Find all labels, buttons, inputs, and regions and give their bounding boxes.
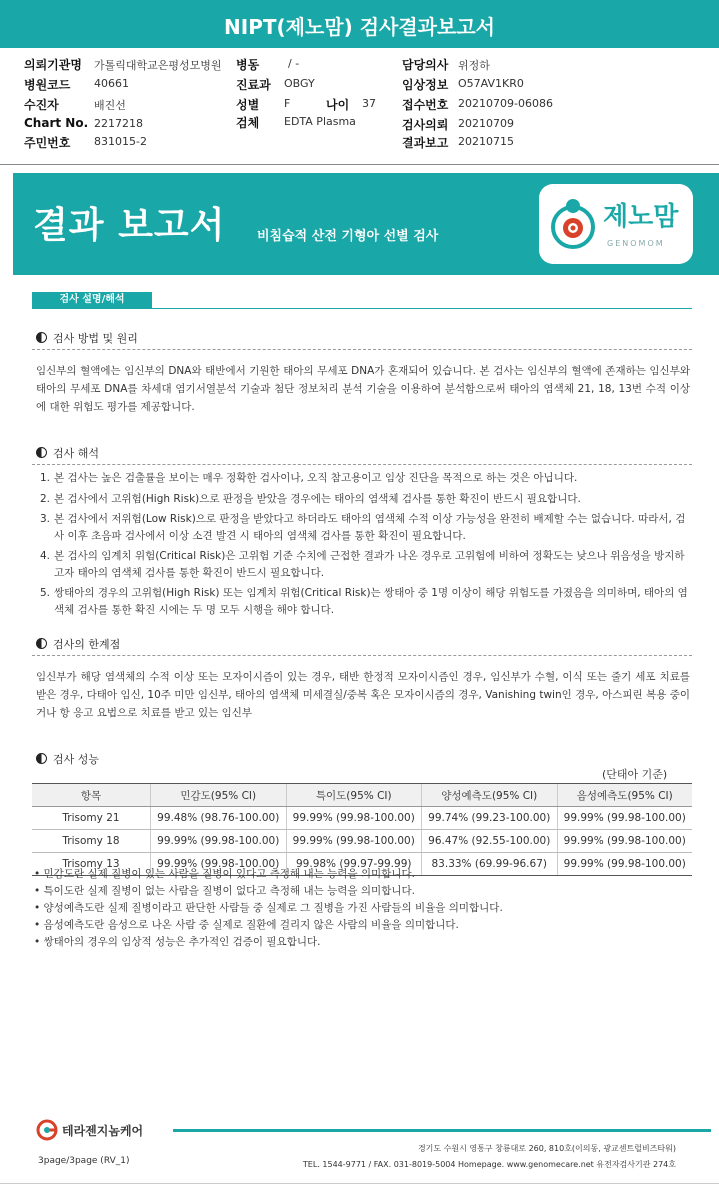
resident-no-label: 주민번호 xyxy=(24,136,71,150)
ward-value: / - xyxy=(288,57,300,70)
list-item-number: 3. xyxy=(40,513,51,525)
sex-label: 성별 xyxy=(236,98,260,112)
request-date-label: 검사의뢰 xyxy=(402,118,449,132)
doctor-value: 위정하 xyxy=(458,59,490,72)
table-header-row xyxy=(32,784,692,807)
divider xyxy=(32,308,692,309)
divider xyxy=(32,655,692,657)
hero-subtitle: 비침습적 산전 기형아 선별 검사 xyxy=(257,229,439,244)
note-item: • 쌍태아의 경우의 임상적 성능은 추가적인 검증이 필요합니다. xyxy=(34,936,321,948)
table-cell: 99.48% (98.76-100.00) xyxy=(151,807,287,830)
logo-text-ko: 제노맘 xyxy=(603,202,679,232)
company-logo xyxy=(36,1119,176,1143)
footer-rule xyxy=(173,1129,711,1132)
performance-heading xyxy=(36,751,99,767)
divider xyxy=(32,349,692,351)
company-logo-icon xyxy=(36,1119,58,1141)
table-cell: 99.99% (99.98-100.00) xyxy=(557,830,692,853)
list-item-text: 본 검사에서 고위험(High Risk)으로 판정을 받았을 경우에는 태아의 염색체 검사를 통한 확진이 반드시 필요합니다. xyxy=(54,492,581,505)
table-cell: Trisomy 21 xyxy=(32,807,151,830)
method-text: 임신부의 혈액에는 임신부의 DNA와 태반에서 기원한 태아의 무세포 DNA가 혼재되어 있습니다. 본 검사는 임신부의 혈액에 존재하는 임신부와 태아의 무세포 DNA를 차세대 염기서열분석 기술과 첨단 정보처리 분석 기술을 이용하여 분석함으로써 태아의 염색체 21, 18, 13번 수적 이상에 대한 위험도 평가를 제공합니다. xyxy=(36,365,690,413)
table-cell: 99.99% (99.98-100.00) xyxy=(286,830,422,853)
column-header: 양성예측도(95% CI) xyxy=(422,784,558,807)
clinical-info-label: 임상정보 xyxy=(402,78,449,92)
patient-info-block xyxy=(0,50,719,166)
list-item xyxy=(40,511,690,544)
limits-text: 임신부가 해당 염색체의 수적 이상 또는 모자이시즘이 있는 경우, 태반 한정적 모자이시즘인 경우, 임신부가 수혈, 이식 또는 줄기 세포 치료를 받은 경우, 다태아 임신, 10주 미만 임신부, 태아의 염색체 미세결실/중복 혹은 모자이시즘의 경우, Vanishing twin인 경우, 아스피린 복용 중이거나 항 응고 요법으로 치료를 받고 있는 임신부 xyxy=(36,671,690,719)
interpretation-heading-text: 검사 해석 xyxy=(53,447,100,460)
limits-heading xyxy=(36,636,120,652)
sex-value: F xyxy=(284,97,291,110)
list-item-text: 본 검사는 높은 검출률을 보이는 매우 정확한 검사이나, 오직 참고용이고 임상 진단을 목적으로 하는 것은 아닙니다. xyxy=(54,472,578,484)
list-item-text: 본 검사에서 저위험(Low Risk)으로 판정을 받았다고 하더라도 태아의 염색체 수적 이상 가능성을 완전히 배제할 수는 없습니다. 따라서, 검사 이후 초음파 검사에서 이상 소견 발견 시 태아의 염색체 검사를 통한 확진이 필요합니다. xyxy=(54,513,686,542)
hospital-code-label: 병원코드 xyxy=(24,78,71,92)
section-tab: 검사 설명/해석 xyxy=(32,292,152,308)
table-cell: 99.99% (99.98-100.00) xyxy=(557,807,692,830)
performance-notes xyxy=(34,866,503,951)
table-cell: 99.99% (99.98-100.00) xyxy=(557,853,692,876)
receipt-no-label: 접수번호 xyxy=(402,98,449,112)
genomom-logo-icon xyxy=(549,197,597,249)
clinical-info-value: O57AV1KR0 xyxy=(458,77,524,90)
list-item xyxy=(40,585,690,618)
report-date-value: 20210715 xyxy=(458,135,514,148)
logo-text-en: GENOMOM xyxy=(607,239,665,248)
column-header: 항목 xyxy=(32,784,151,807)
department-label: 진료과 xyxy=(236,78,271,92)
table-cell: 99.99% (99.98-100.00) xyxy=(286,807,422,830)
contact-line: TEL. 1544-9771 / FAX. 031-8019-5004 Homepage. www.genomecare.net 유전자검사기관 274호 xyxy=(302,1160,676,1169)
page-number: 3page/3page (RV_1) xyxy=(38,1156,130,1166)
hospital-code-value: 40661 xyxy=(94,77,129,90)
table-cell: 99.74% (99.23-100.00) xyxy=(422,807,558,830)
table-cell: Trisomy 13 xyxy=(32,853,151,876)
note-item: • 양성예측도란 실제 질병이라고 판단한 사람들 중 실제로 그 질병을 가진 사람들의 비율을 의미합니다. xyxy=(34,902,503,914)
table-row xyxy=(32,807,692,830)
divider xyxy=(0,1183,719,1184)
performance-heading-text: 검사 성능 xyxy=(53,753,100,766)
specimen-value: EDTA Plasma xyxy=(284,115,356,128)
column-header: 민감도(95% CI) xyxy=(151,784,287,807)
half-circle-icon xyxy=(36,753,47,764)
list-item-text: 쌍태아의 경우의 고위험(High Risk) 또는 임계치 위험(Critical Risk)는 쌍태아 중 1명 이상이 해당 위험도를 가졌음을 의미하며, 태아의 염색체 검사를 통한 확진 시에는 두 명 모두 시행을 해야 합니다. xyxy=(54,587,688,616)
genomom-logo xyxy=(539,184,693,264)
request-date-value: 20210709 xyxy=(458,117,514,130)
age-value: 37 xyxy=(362,97,376,110)
table-cell: Trisomy 18 xyxy=(32,830,151,853)
table-cell: 99.99% (99.98-100.00) xyxy=(151,853,287,876)
table-cell: 99.99% (99.98-100.00) xyxy=(151,830,287,853)
interpretation-list xyxy=(40,470,690,622)
report-title-banner xyxy=(0,0,719,48)
ward-label: 병동 xyxy=(236,58,260,72)
address-line: 경기도 수원시 영통구 창룡대로 260, 810호(이의동, 광교센트럴비즈타워) xyxy=(417,1144,676,1153)
note-item: • 음성예측도란 음성으로 나온 사람 중 실제로 질환에 걸리지 않은 사람의 비율을 의미합니다. xyxy=(34,919,459,931)
receipt-no-value: 20210709-06086 xyxy=(458,97,553,110)
specimen-label: 검체 xyxy=(236,116,260,130)
note-item: • 특이도란 실제 질병이 없는 사람을 질병이 없다고 측정해 내는 능력을 의미합니다. xyxy=(34,885,415,897)
table-cell: 83.33% (69.99-96.67) xyxy=(422,853,558,876)
table-cell: 99.98% (99.97-99.99) xyxy=(286,853,422,876)
list-item xyxy=(40,470,690,487)
report-date-label: 결과보고 xyxy=(402,136,449,150)
method-heading xyxy=(36,330,138,346)
chart-no-value: 2217218 xyxy=(94,117,143,130)
list-item-text: 본 검사의 임계치 위험(Critical Risk)은 고위험 기준 수치에 근접한 결과가 나온 경우로 고위험에 비하여 정확도는 낮으나 위음성을 방지하고자 태아의 염색체 검사를 통한 확진이 반드시 필요합니다. xyxy=(54,550,685,579)
column-header: 음성예측도(95% CI) xyxy=(557,784,692,807)
age-label: 나이 xyxy=(326,98,350,112)
performance-table xyxy=(32,783,692,876)
column-header: 특이도(95% CI) xyxy=(286,784,422,807)
doctor-label: 담당의사 xyxy=(402,58,449,72)
list-item-number: 2. xyxy=(40,492,51,505)
divider xyxy=(32,464,692,466)
report-hero-banner xyxy=(13,173,719,275)
unit-note: (단태아 기준) xyxy=(602,768,668,781)
receiver-label: 수진자 xyxy=(24,98,59,112)
resident-no-value: 831015-2 xyxy=(94,135,147,148)
chart-no-label: Chart No. xyxy=(24,116,89,130)
divider xyxy=(0,164,719,165)
department-value: OBGY xyxy=(284,77,315,90)
list-item xyxy=(40,548,690,581)
hero-title: 결과 보고서 xyxy=(33,205,226,246)
institution-label: 의뢰기관명 xyxy=(24,58,82,72)
table-row xyxy=(32,830,692,853)
receiver-value: 배진선 xyxy=(94,99,126,112)
table-cell: 96.47% (92.55-100.00) xyxy=(422,830,558,853)
list-item-number: 5. xyxy=(40,587,51,599)
list-item-number: 1. xyxy=(40,472,51,484)
interpretation-heading xyxy=(36,445,99,461)
footer-address xyxy=(303,1141,676,1173)
report-title: NIPT(제노맘) 검사결과보고서 xyxy=(224,15,495,39)
list-item-number: 4. xyxy=(40,550,51,562)
half-circle-icon xyxy=(36,638,47,649)
half-circle-icon xyxy=(36,447,47,458)
method-heading-text: 검사 방법 및 원리 xyxy=(53,332,138,345)
half-circle-icon xyxy=(36,332,47,343)
institution-value: 가톨릭대학교은평성모병원 xyxy=(94,59,222,72)
note-item: • 민감도란 실제 질병이 있는 사람을 질병이 있다고 측정해 내는 능력을 의미합니다. xyxy=(34,868,415,880)
list-item xyxy=(40,491,690,508)
company-name: 테라젠지놈케어 xyxy=(62,1124,144,1138)
limits-heading-text: 검사의 한계점 xyxy=(53,638,121,651)
